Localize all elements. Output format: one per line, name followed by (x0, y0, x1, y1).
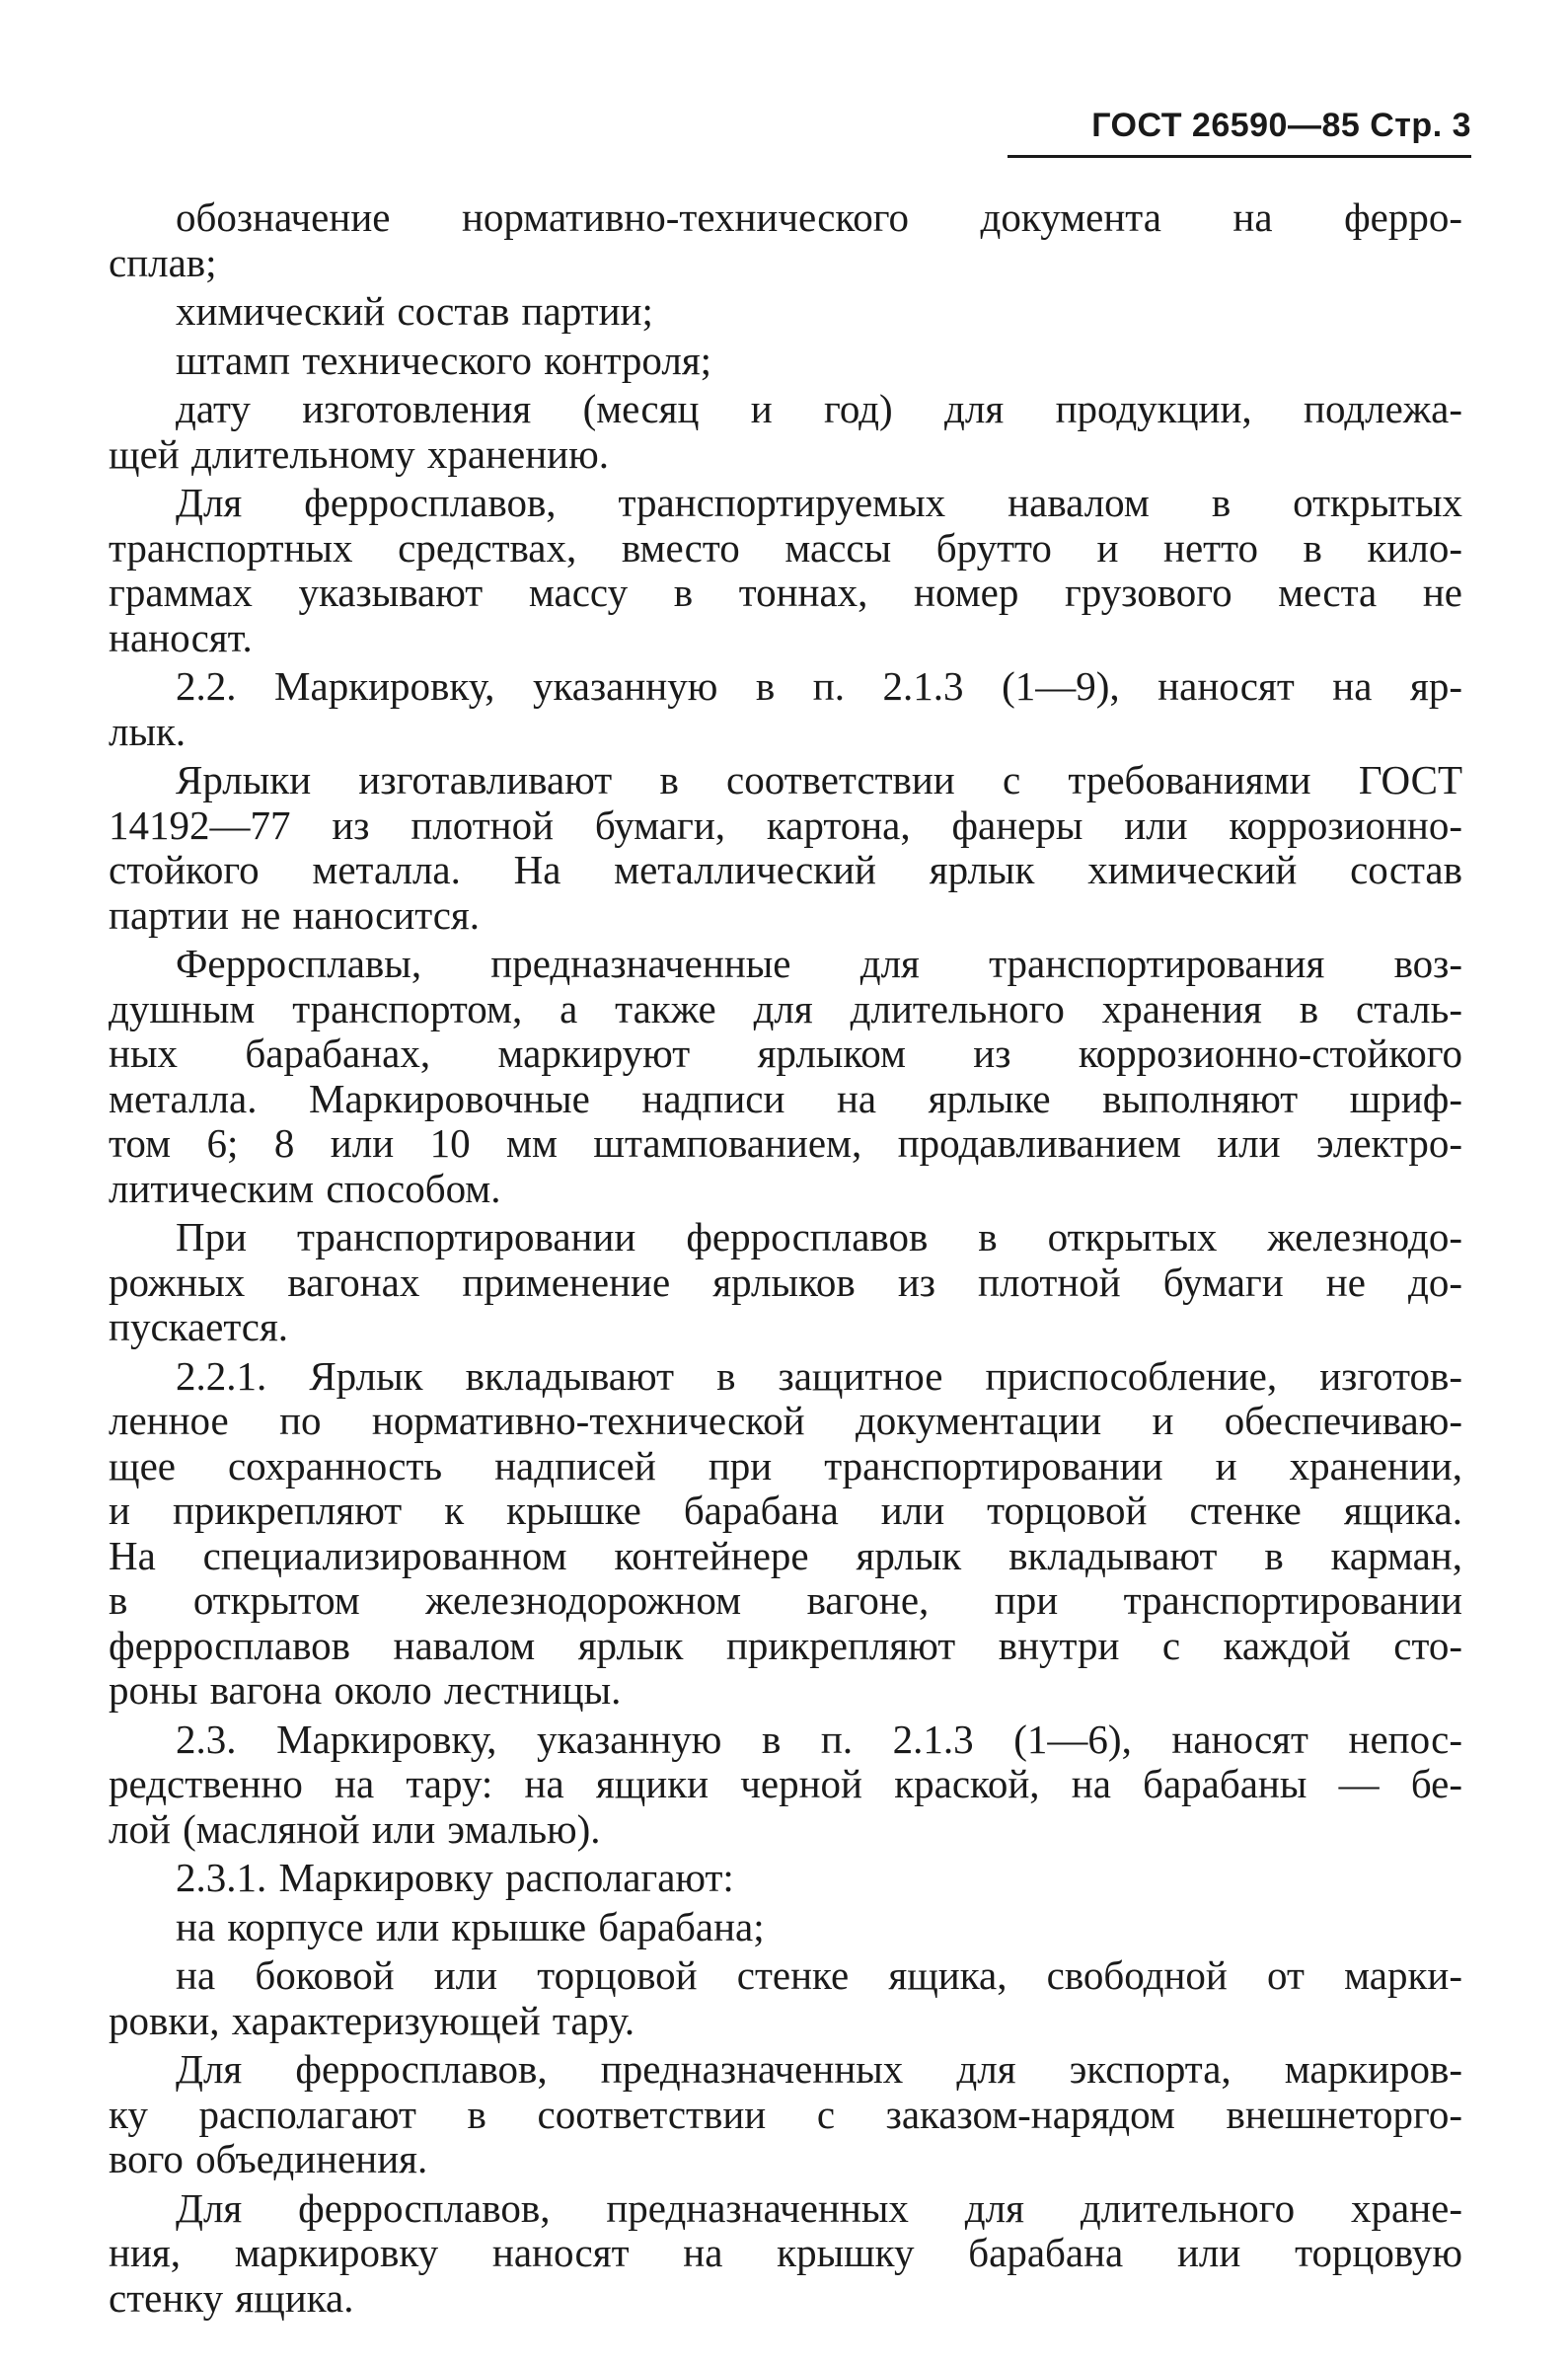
paragraph (109, 339, 1462, 384)
text-line: 2.2. Маркировку, указанную в п. 2.1.3 (1—9), наносят на яр- (176, 663, 1462, 709)
paragraph (109, 1215, 1462, 1350)
paragraph (109, 758, 1462, 938)
text-line: граммах указывают массу в тоннах, номер грузового места не (109, 570, 1462, 615)
text-line: штамп технического контроля; (176, 337, 712, 383)
text-line: партии не наносится. (109, 891, 481, 938)
page-header (1008, 107, 1471, 158)
text-line: Ярлыки изготавливают в соответствии с требованиями ГОСТ (176, 757, 1462, 802)
text-line: щей длительному хранению. (109, 430, 609, 477)
paragraph (109, 2047, 1462, 2182)
text-line: лой (масляной или эмалью). (109, 1805, 601, 1852)
paragraph (109, 1717, 1462, 1853)
text-line: ровки, характеризующей тару. (109, 1997, 635, 2043)
paragraph (109, 481, 1462, 660)
document-body (109, 195, 1462, 2325)
text-line: При транспортировании ферросплавов в открытых железнодо- (176, 1214, 1462, 1259)
text-line: стойкого металла. На металлический ярлык химический состав (109, 847, 1462, 892)
text-line: ку располагают в соответствии с заказом-нарядом внешнеторго- (109, 2091, 1462, 2137)
paragraph (109, 195, 1462, 285)
text-line: стенку ящика. (109, 2274, 354, 2321)
text-line: литическим способом. (109, 1165, 501, 1211)
text-line: наносят. (109, 614, 253, 660)
text-line: На специализированном контейнере ярлык вкладывают в карман, (109, 1532, 1462, 1578)
text-line: Для ферросплавов, предназначенных для длительного хране- (176, 2184, 1462, 2231)
paragraph (109, 289, 1462, 335)
text-line: на корпусе или крышке барабана; (176, 1903, 765, 1949)
paragraph (109, 2186, 1462, 2322)
text-line: том 6; 8 или 10 мм штампованием, продавливанием или электро- (109, 1120, 1462, 1166)
text-line: обозначение нормативно-технического документа на ферро- (176, 194, 1462, 240)
text-line: пускается. (109, 1304, 289, 1349)
text-line: ленное по нормативно-технической документации и обеспечиваю- (109, 1398, 1462, 1443)
text-line: рожных вагонах применение ярлыков из плотной бумаги не до- (109, 1259, 1462, 1305)
text-line: 2.2.1. Ярлык вкладывают в защитное приспособление, изготов- (176, 1352, 1462, 1399)
text-line: сплав; (109, 239, 217, 285)
text-line: вого объединения. (109, 2136, 428, 2181)
header-title: ГОСТ 26590—85 Стр. 3 (1091, 107, 1471, 144)
text-line: транспортных средствах, вместо массы брутто и нетто в кило- (109, 524, 1462, 571)
text-line: щее сохранность надписей при транспортировании и хранении, (109, 1442, 1462, 1488)
text-line: металла. Маркировочные надписи на ярлыке выполняют шриф- (109, 1075, 1462, 1121)
text-line: роны вагона около лестницы. (109, 1667, 622, 1713)
header-underline (1008, 155, 1471, 158)
text-line: ных барабанах, маркируют ярлыком из коррозионно-стойкого (109, 1030, 1462, 1076)
text-line: Для ферросплавов, транспортируемых навалом в открытых (176, 480, 1462, 525)
paragraph (109, 1856, 1462, 1901)
text-line: химический состав партии; (176, 288, 653, 334)
text-line: и прикрепляют к крышке барабана или торцовой стенке ящика. (109, 1488, 1462, 1533)
text-line: Для ферросплавов, предназначенных для экспорта, маркиров- (176, 2046, 1462, 2092)
paragraph (109, 387, 1462, 477)
text-line: душным транспортом, а также для длительного хранения в сталь- (109, 985, 1462, 1031)
text-line: в открытом железнодорожном вагоне, при транспортировании (109, 1577, 1462, 1623)
text-line: редственно на тару: на ящики черной краской, на барабаны — бе- (109, 1761, 1462, 1806)
text-line: 2.3.1. Маркировку располагают: (176, 1855, 734, 1900)
text-line: дату изготовления (месяц и год) для продукции, подлежа- (176, 386, 1462, 431)
paragraph (109, 664, 1462, 754)
text-line: ния, маркировку наносят на крышку барабана или торцовую (109, 2230, 1462, 2275)
paragraph (109, 942, 1462, 1211)
text-line: на боковой или торцовой стенке ящика, свободной от марки- (176, 1952, 1462, 1998)
text-line: ферросплавов навалом ярлык прикрепляют внутри с каждой сто- (109, 1622, 1462, 1668)
paragraph (109, 1905, 1462, 1950)
paragraph (109, 1953, 1462, 2043)
text-line: Ферросплавы, предназначенные для транспортирования воз- (176, 941, 1462, 986)
paragraph (109, 1354, 1462, 1714)
text-line: 2.3. Маркировку, указанную в п. 2.1.3 (1—6), наносят непос- (176, 1716, 1462, 1762)
text-line: 14192—77 из плотной бумаги, картона, фанеры или коррозионно- (109, 801, 1462, 848)
text-line: лык. (109, 708, 187, 754)
